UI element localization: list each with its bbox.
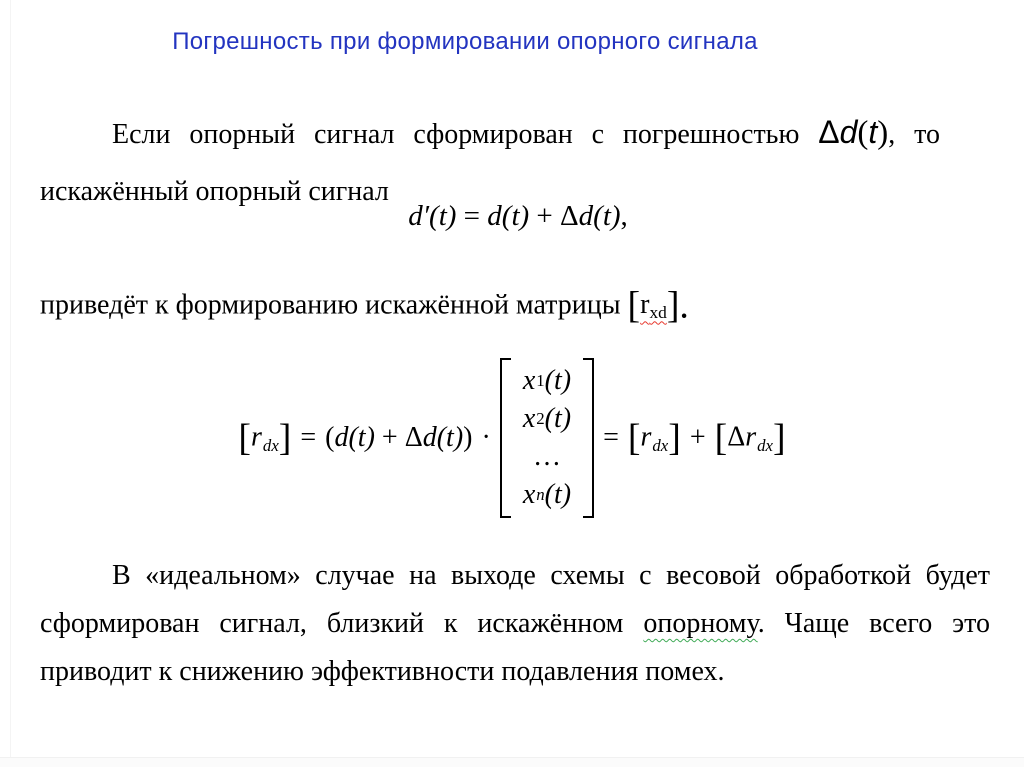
delta-d-of-t: d(t) bbox=[422, 422, 464, 453]
plus-sign: + bbox=[689, 422, 706, 453]
delta-symbol: Δ bbox=[560, 200, 579, 232]
plus-sign: + bbox=[381, 422, 398, 453]
r-subscript: dx bbox=[262, 436, 279, 456]
r-base: r bbox=[640, 421, 652, 453]
lhs-r-dx bbox=[238, 416, 291, 460]
bracket-open: [ bbox=[627, 417, 641, 459]
matrix-paragraph-text: приведёт к формированию искажённой матрицы bbox=[40, 289, 621, 321]
bracket-close: ] bbox=[668, 417, 681, 459]
equals-sign: = bbox=[463, 200, 481, 232]
comma: , bbox=[620, 200, 628, 232]
bracket-open: [ bbox=[714, 417, 728, 459]
formula-distorted-signal bbox=[6, 200, 1024, 233]
equals-sign: = bbox=[300, 422, 317, 453]
intro-line-1-tail: , то bbox=[888, 119, 940, 150]
left-paren: ( bbox=[857, 115, 869, 151]
r-subscript: xd bbox=[649, 303, 667, 323]
conclusion-paragraph bbox=[40, 552, 990, 696]
vector-rows bbox=[511, 358, 583, 518]
grammar-flag-word: опорному bbox=[643, 608, 758, 639]
formula1-term1: d(t) bbox=[487, 200, 530, 232]
x-arg: (t) bbox=[544, 403, 572, 434]
vector-row-x1 bbox=[523, 363, 571, 399]
r-base: r bbox=[640, 289, 650, 321]
signal-sum-factor bbox=[325, 422, 472, 454]
bracket-close: ]. bbox=[666, 285, 689, 327]
right-paren: ) bbox=[463, 422, 473, 453]
formula1-lhs: d′(t) bbox=[408, 200, 457, 232]
formula1-term2: d(t) bbox=[578, 200, 621, 232]
vector-row-ellipsis bbox=[523, 439, 571, 475]
rhs-delta-r-dx bbox=[715, 416, 786, 460]
intro-line-2: искажённый опорный сигнал bbox=[40, 176, 389, 207]
right-paren: ) bbox=[877, 115, 889, 151]
signal-vector bbox=[500, 358, 594, 518]
multiplication-dot: · bbox=[481, 422, 491, 453]
r-subscript: dx bbox=[757, 436, 773, 456]
vector-row-xn bbox=[523, 477, 571, 513]
equals-sign: = bbox=[603, 422, 619, 453]
conclusion-line-3: приводит к снижению эффективности подавления помех. bbox=[40, 656, 725, 687]
matrix-paragraph bbox=[40, 284, 985, 328]
x-base: x bbox=[522, 403, 536, 434]
delta-symbol: Δ bbox=[727, 421, 746, 453]
x-arg: (t) bbox=[544, 365, 572, 396]
bracket-close: ] bbox=[278, 417, 292, 459]
inline-math-delta-d-t bbox=[818, 114, 888, 150]
intro-line-1-text: Если опорный сигнал сформирован с погрешностью bbox=[112, 119, 800, 150]
x-base: x bbox=[522, 479, 536, 510]
left-paren: ( bbox=[325, 422, 335, 453]
r-base: r bbox=[251, 421, 262, 453]
conclusion-line-1: В «идеальном» случае на выходе схемы с весовой обработкой будет bbox=[112, 560, 990, 591]
x-subscript: n bbox=[536, 485, 545, 504]
slide-bottom-edge bbox=[0, 757, 1024, 767]
math-d: d bbox=[839, 114, 858, 150]
delta-symbol: Δ bbox=[404, 422, 423, 453]
x-subscript: 2 bbox=[536, 409, 545, 428]
bracket-open: [ bbox=[238, 417, 252, 459]
x-arg: (t) bbox=[544, 479, 572, 510]
delta-symbol: Δ bbox=[818, 114, 840, 150]
rhs-r-dx bbox=[628, 416, 681, 460]
r-xd-term bbox=[627, 285, 689, 327]
r-subscript: dx bbox=[652, 436, 669, 456]
conclusion-line-2 bbox=[40, 600, 990, 648]
d-of-t: d(t) bbox=[334, 422, 375, 453]
vector-row-x2 bbox=[523, 401, 571, 437]
x-base: x bbox=[522, 365, 536, 396]
intro-line-1 bbox=[40, 104, 940, 163]
r-base: r bbox=[745, 421, 757, 453]
ellipsis: … bbox=[532, 441, 561, 472]
slide-title: Погрешность при формировании опорного сигнала bbox=[172, 28, 758, 55]
plus-sign: + bbox=[536, 200, 553, 232]
vector-bracket-left bbox=[500, 358, 511, 518]
spellcheck-flag-word bbox=[640, 289, 667, 323]
x-subscript: 1 bbox=[536, 371, 545, 390]
bracket-open: [ bbox=[627, 285, 641, 327]
correlation-matrix-formula bbox=[0, 356, 1024, 520]
vector-bracket-right bbox=[583, 358, 594, 518]
bracket-close: ] bbox=[772, 417, 786, 459]
conclusion-line-2-start: сформирован сигнал, близкий к искажённом bbox=[40, 608, 624, 639]
math-t: t bbox=[868, 114, 878, 150]
conclusion-line-2-end: . Чаще всего это bbox=[757, 608, 991, 639]
